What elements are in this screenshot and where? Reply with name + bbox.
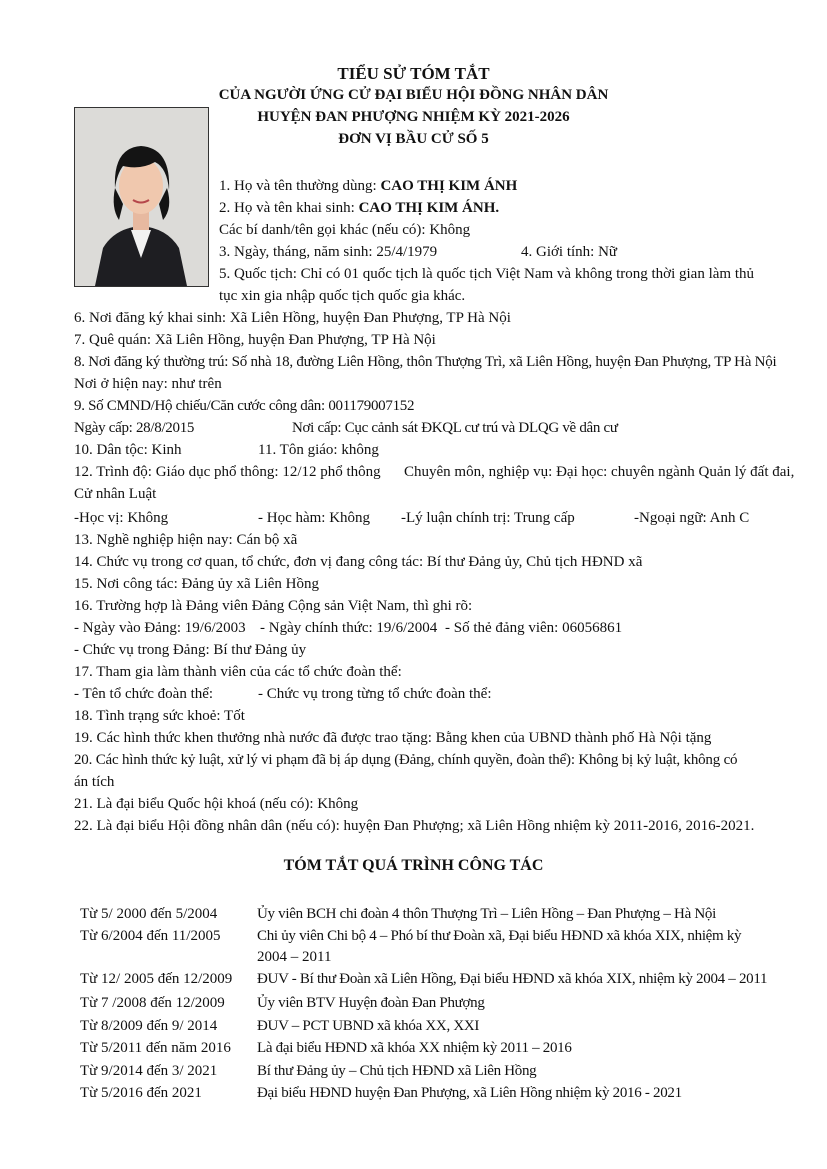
religion: 11. Tôn giáo: không (258, 442, 379, 458)
portrait-illustration (75, 108, 208, 286)
id-number: 9. Số CMND/Hộ chiếu/Căn cước công dân: 001179007152 (74, 398, 415, 414)
gender: 4. Giới tính: Nữ (521, 244, 618, 260)
birth-name-value: CAO THỊ KIM ÁNH. (358, 200, 500, 216)
council-delegate: 22. Là đại biểu Hội đồng nhân dân (nếu có): huyện Đan Phượng; xã Liên Hồng nhiệm kỳ 2011-2016, 2016-2021. (74, 818, 755, 834)
document-title: TIỂU SỬ TÓM TẮT (337, 64, 490, 83)
work-description: ĐUV – PCT UBND xã khóa XX, XXI (257, 1018, 480, 1034)
work-period: Từ 12/ 2005 đến 12/2009 (80, 971, 233, 987)
party-member-header: 16. Trường hợp là Đảng viên Đảng Cộng sản Việt Nam, thì ghi rõ: (74, 598, 473, 614)
work-period: Từ 5/2016 đến 2021 (80, 1085, 202, 1101)
health-status: 18. Tình trạng sức khoẻ: Tốt (74, 708, 245, 724)
subtitle-line-3: ĐƠN VỊ BẦU CỬ SỐ 5 (338, 131, 489, 147)
subtitle-line-1: CỦA NGƯỜI ỨNG CỬ ĐẠI BIỂU HỘI ĐỒNG NHÂN DÂN (218, 87, 609, 103)
work-description: Ủy viên BCH chi đoàn 4 thôn Thượng Trì – Liên Hồng – Đan Phượng – Hà Nội (257, 906, 716, 922)
portrait-photo (74, 107, 209, 287)
work-description: ĐUV - Bí thư Đoàn xã Liên Hồng, Đại biểu HĐND xã khóa XIX, nhiệm kỳ 2004 – 2011 (257, 971, 768, 987)
work-description: Chi ủy viên Chi bộ 4 – Phó bí thư Đoàn xã, Đại biểu HĐND xã khóa XIX, nhiệm kỳ (257, 928, 742, 944)
nationality-line-2: tục xin gia nhập quốc tịch quốc gia khác. (219, 288, 466, 304)
discipline-line-1: 20. Các hình thức kỷ luật, xử lý vi phạm đã bị áp dụng (Đảng, chính quyền, đoàn thể): Không bị kỷ luật, không có (74, 752, 738, 768)
ethnicity: 10. Dân tộc: Kinh (74, 442, 182, 458)
birth-name (219, 198, 499, 218)
work-period: Từ 8/2009 đến 9/ 2014 (80, 1018, 218, 1034)
id-issue-place: Nơi cấp: Cục cảnh sát ĐKQL cư trú và DLQG về dân cư (292, 420, 618, 436)
state-awards: 19. Các hình thức khen thưởng nhà nước đã được trao tặng: Bằng khen của UBND thành phố Hà Nội tặng (74, 730, 712, 746)
organization-name: - Tên tổ chức đoàn thể: (74, 686, 214, 702)
party-card-number: - Số thẻ đảng viên: 06056861 (445, 620, 623, 636)
discipline-line-2: án tích (74, 774, 115, 790)
work-description: Ủy viên BTV Huyện đoàn Đan Phượng (257, 995, 485, 1011)
education-level: 12. Trình độ: Giáo dục phổ thông: 12/12 phổ thông (74, 464, 381, 480)
national-assembly-delegate: 21. Là đại biểu Quốc hội khoá (nếu có): Không (74, 796, 359, 812)
organizations-header: 17. Tham gia làm thành viên của các tổ chức đoàn thể: (74, 664, 402, 680)
alias: Các bí danh/tên gọi khác (nếu có): Không (219, 222, 471, 238)
id-issue-date: Ngày cấp: 28/8/2015 (74, 420, 195, 436)
permanent-address: 8. Nơi đăng ký thường trú: Số nhà 18, đường Liên Hồng, thôn Thượng Trì, xã Liên Hồng, huyện Đan Phượng, TP Hà Nội (74, 354, 777, 370)
work-description-continued: 2004 – 2011 (257, 949, 332, 965)
birth-registration: 6. Nơi đăng ký khai sinh: Xã Liên Hồng, huyện Đan Phượng, TP Hà Nội (74, 310, 511, 326)
academic-title: - Học hàm: Không (258, 510, 371, 526)
common-name-label: 1. Họ và tên thường dùng: (219, 178, 381, 194)
nationality-line-1: 5. Quốc tịch: Chỉ có 01 quốc tịch là quốc tịch Việt Nam và không trong thời gian làm thủ (219, 266, 754, 282)
hometown: 7. Quê quán: Xã Liên Hồng, huyện Đan Phượng, TP Hà Nội (74, 332, 436, 348)
academic-degree: -Học vị: Không (74, 510, 169, 526)
work-period: Từ 7 /2008 đến 12/2009 (80, 995, 225, 1011)
common-name (219, 176, 517, 196)
subtitle-line-2: HUYỆN ĐAN PHƯỢNG NHIỆM KỲ 2021-2026 (257, 109, 570, 125)
political-theory: -Lý luận chính trị: Trung cấp (401, 510, 575, 526)
work-description: Là đại biểu HĐND xã khóa XX nhiệm kỳ 2011 – 2016 (257, 1040, 572, 1056)
current-position: 14. Chức vụ trong cơ quan, tổ chức, đơn vị đang công tác: Bí thư Đảng ủy, Chủ tịch HĐND xã (74, 554, 643, 570)
work-description: Bí thư Đảng ủy – Chủ tịch HĐND xã Liên Hồng (257, 1063, 537, 1079)
work-period: Từ 9/2014 đến 3/ 2021 (80, 1063, 218, 1079)
party-official-date: - Ngày chính thức: 19/6/2004 (260, 620, 438, 636)
work-period: Từ 5/2011 đến năm 2016 (80, 1040, 231, 1056)
birth-name-label: 2. Họ và tên khai sinh: (219, 200, 359, 216)
common-name-value: CAO THỊ KIM ÁNH (380, 178, 518, 194)
party-role: - Chức vụ trong Đảng: Bí thư Đảng ủy (74, 642, 307, 658)
party-join-date: - Ngày vào Đảng: 19/6/2003 (74, 620, 246, 636)
occupation: 13. Nghề nghiệp hiện nay: Cán bộ xã (74, 532, 298, 548)
work-period: Từ 6/2004 đến 11/2005 (80, 928, 221, 944)
work-period: Từ 5/ 2000 đến 5/2004 (80, 906, 218, 922)
specialization: Chuyên môn, nghiệp vụ: Đại học: chuyên ngành Quản lý đất đai, (404, 464, 795, 480)
work-description: Đại biểu HĐND huyện Đan Phượng, xã Liên Hồng nhiệm kỳ 2016 - 2021 (257, 1085, 682, 1101)
date-of-birth: 3. Ngày, tháng, năm sinh: 25/4/1979 (219, 244, 438, 260)
current-residence: Nơi ở hiện nay: như trên (74, 376, 222, 392)
work-history-title: TÓM TẮT QUÁ TRÌNH CÔNG TÁC (283, 857, 544, 874)
degree-continuation: Cử nhân Luật (74, 486, 157, 502)
organization-role: - Chức vụ trong từng tổ chức đoàn thể: (258, 686, 492, 702)
foreign-language: -Ngoại ngữ: Anh C (634, 510, 750, 526)
workplace: 15. Nơi công tác: Đảng ủy xã Liên Hồng (74, 576, 319, 592)
